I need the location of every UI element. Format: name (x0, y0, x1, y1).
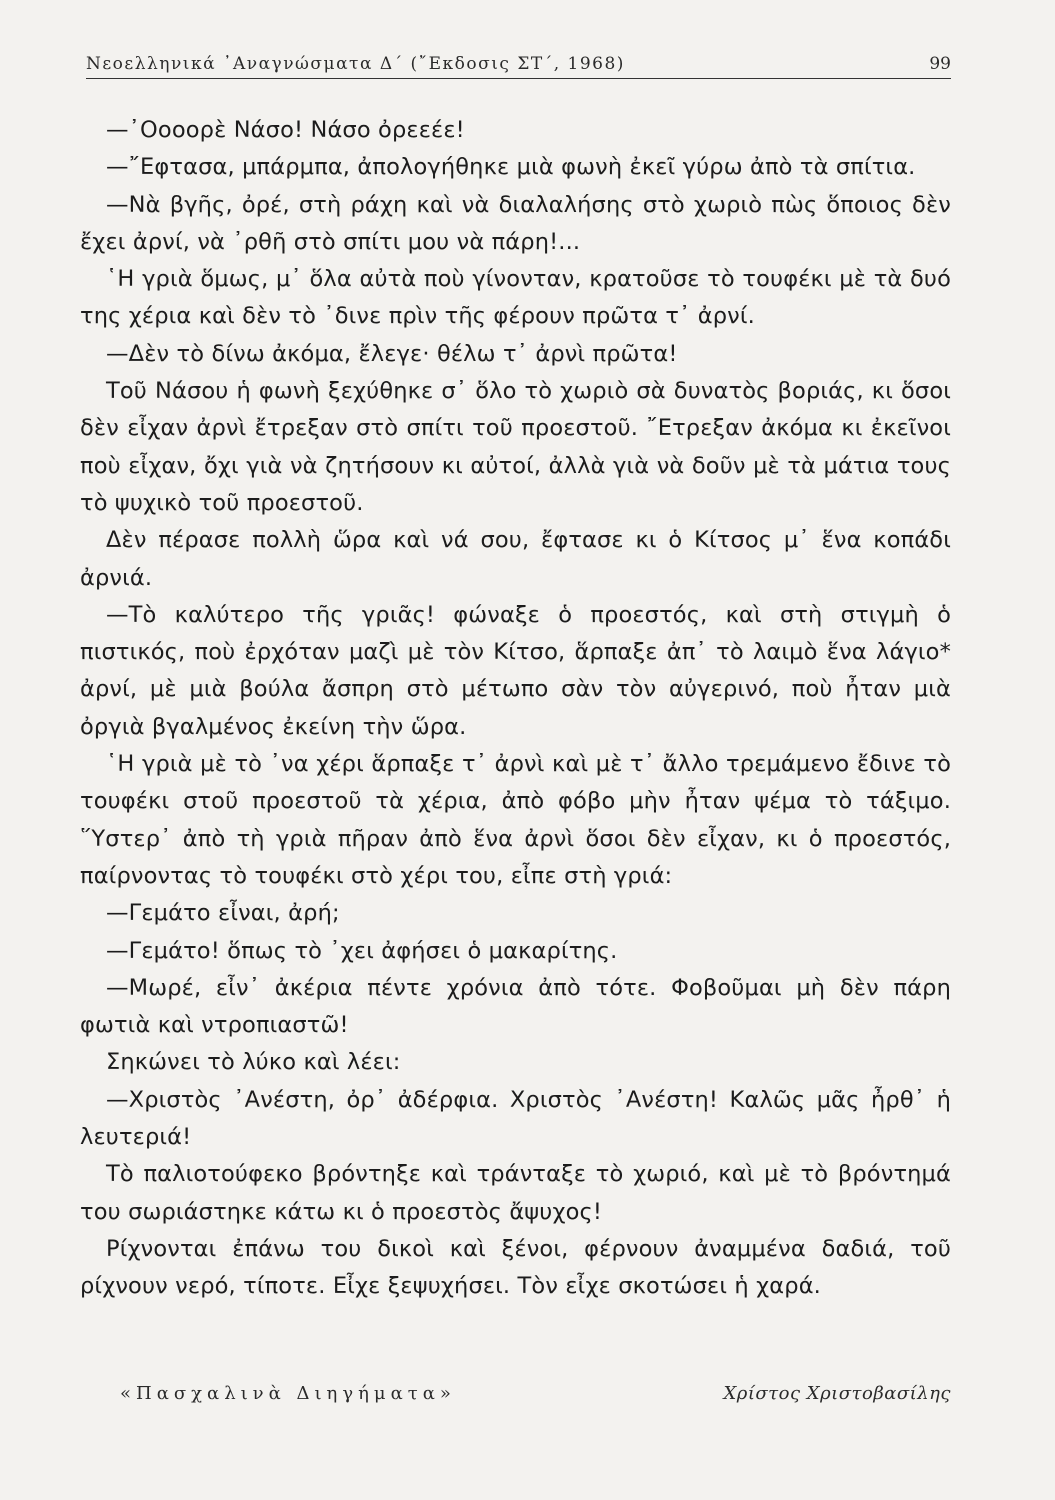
paragraph: —᾿Οοοορὲ Νάσο! Νάσο ὀρεεέε! (106, 117, 465, 143)
paragraph: —Χριστὸς ᾿Ανέστη, ὀρ᾿ ἀδέρφια. Χριστὸς ᾿Ανέστη! Καλῶς μᾶς ἦρθ᾿ ἡ λευτεριά! (80, 1086, 951, 1151)
page-number: 99 (929, 54, 951, 74)
source-title: «Πασχαλινὰ Διηγήματα» (120, 1383, 456, 1404)
paragraph: Ρίχνονται ἐπάνω του δικοὶ καὶ ξένοι, φέρνουν ἀναμμένα δαδιά, τοῦ ρίχνουν νερό, τίποτε. Εἶχε ξεψυχήσει. Τὸν εἶχε σκοτώσει ἡ χαρά. (80, 1235, 951, 1300)
paragraph: ῾Η γριὰ μὲ τὸ ᾿να χέρι ἅρπαξε τ᾿ ἀρνὶ καὶ μὲ τ᾿ ἄλλο τρεμάμενο ἔδινε τὸ τουφέκι στοῦ προεστοῦ τὰ χέρια, ἀπὸ φόβο μὴν ἦταν ψέμα τὸ τάξιμο. ῞Υστερ᾿ ἀπὸ τὴ γριὰ πῆραν ἀπὸ ἕνα ἀρνὶ ὅσοι δὲν εἶχαν, κι ὁ προεστός, παίρνοντας τὸ τουφέκι στὸ χέρι του, εἶπε στὴ γριά: (80, 751, 951, 889)
paragraph: Σηκώνει τὸ λύκο καὶ λέει: (106, 1049, 401, 1076)
paragraph: —Τὸ καλύτερο τῆς γριᾶς! φώναξε ὁ προεστός, καὶ στὴ στιγμὴ ὁ πιστικός, ποὺ ἐρχόταν μαζὶ μὲ τὸν Κίτσο, ἅρπαξε ἀπ᾿ τὸ λαιμὸ ἕνα λάγιο* ἀρνί, μὲ μιὰ βούλα ἄσπρη στὸ μέτωπο σὰν τὸν αὐγερινό, ποὺ ἦταν μιὰ ὀργιὰ βγαλμένος ἐκείνη τὴν ὥρα. (80, 601, 951, 740)
running-title: Νεοελληνικά ᾿Αναγνώσματα Δ΄ (῎Εκδοσις ΣΤ΄, 1968) (86, 54, 625, 74)
paragraph: —Γεμάτο! ὅπως τὸ ᾿χει ἀφήσει ὁ μακαρίτης. (106, 937, 618, 964)
paragraph: —Γεμάτο εἶναι, ἀρή; (106, 900, 340, 927)
paragraph: Δὲν πέρασε πολλὴ ὥρα καὶ νά σου, ἔφτασε κι ὁ Κίτσος μ᾿ ἕνα κοπάδι ἀρνιά. (80, 527, 951, 591)
running-header (86, 44, 951, 79)
author-name: Χρίστος Χριστοβασίλης (723, 1383, 951, 1404)
paragraph: Τοῦ Νάσου ἡ φωνὴ ξεχύθηκε σ᾿ ὅλο τὸ χωριὸ σὰ δυνατὸς βοριάς, κι ὅσοι δὲν εἶχαν ἀρνὶ ἔτρεξαν στὸ σπίτι τοῦ προεστοῦ. ῎Ετρεξαν ἀκόμα κι ἐκεῖνοι ποὺ εἶχαν, ὄχι γιὰ νὰ ζητήσουν κι αὐτοί, ἀλλὰ γιὰ νὰ δοῦν μὲ τὰ μάτια τους τὸ ψυχικὸ τοῦ προεστοῦ. (80, 378, 951, 516)
paragraph: —Νὰ βγῆς, ὀρέ, στὴ ράχη καὶ νὰ διαλαλήσης στὸ χωριὸ πὼς ὅποιος δὲν ἔχει ἀρνί, νὰ ᾿ρθῆ στὸ σπίτι μου νὰ πάρη!... (80, 191, 951, 255)
source-footer (120, 1383, 951, 1404)
paragraph: —῎Εφτασα, μπάρμπα, ἀπολογήθηκε μιὰ φωνὴ ἐκεῖ γύρω ἀπὸ τὰ σπίτια. (106, 154, 916, 181)
paragraph: ῾Η γριὰ ὅμως, μ᾿ ὅλα αὐτὰ ποὺ γίνονταν, κρατοῦσε τὸ τουφέκι μὲ τὰ δυό της χέρια καὶ δὲν τὸ ᾿δινε πρὶν τῆς φέρουν πρῶτα τ᾿ ἀρνί. (80, 266, 951, 330)
story-text (80, 112, 951, 1306)
paragraph: Τὸ παλιοτούφεκο βρόντηξε καὶ τράνταξε τὸ χωριό, καὶ μὲ τὸ βρόντημά του σωριάστηκε κάτω κι ὁ προεστὸς ἄψυχος! (80, 1161, 951, 1225)
paragraph: —Μωρέ, εἶν᾿ ἀκέρια πέντε χρόνια ἀπὸ τότε. Φοβοῦμαι μὴ δὲν πάρη φωτιὰ καὶ ντροπιαστῶ! (80, 974, 951, 1039)
paragraph: —Δὲν τὸ δίνω ἀκόμα, ἔλεγε· θέλω τ᾿ ἀρνὶ πρῶτα! (106, 340, 678, 367)
